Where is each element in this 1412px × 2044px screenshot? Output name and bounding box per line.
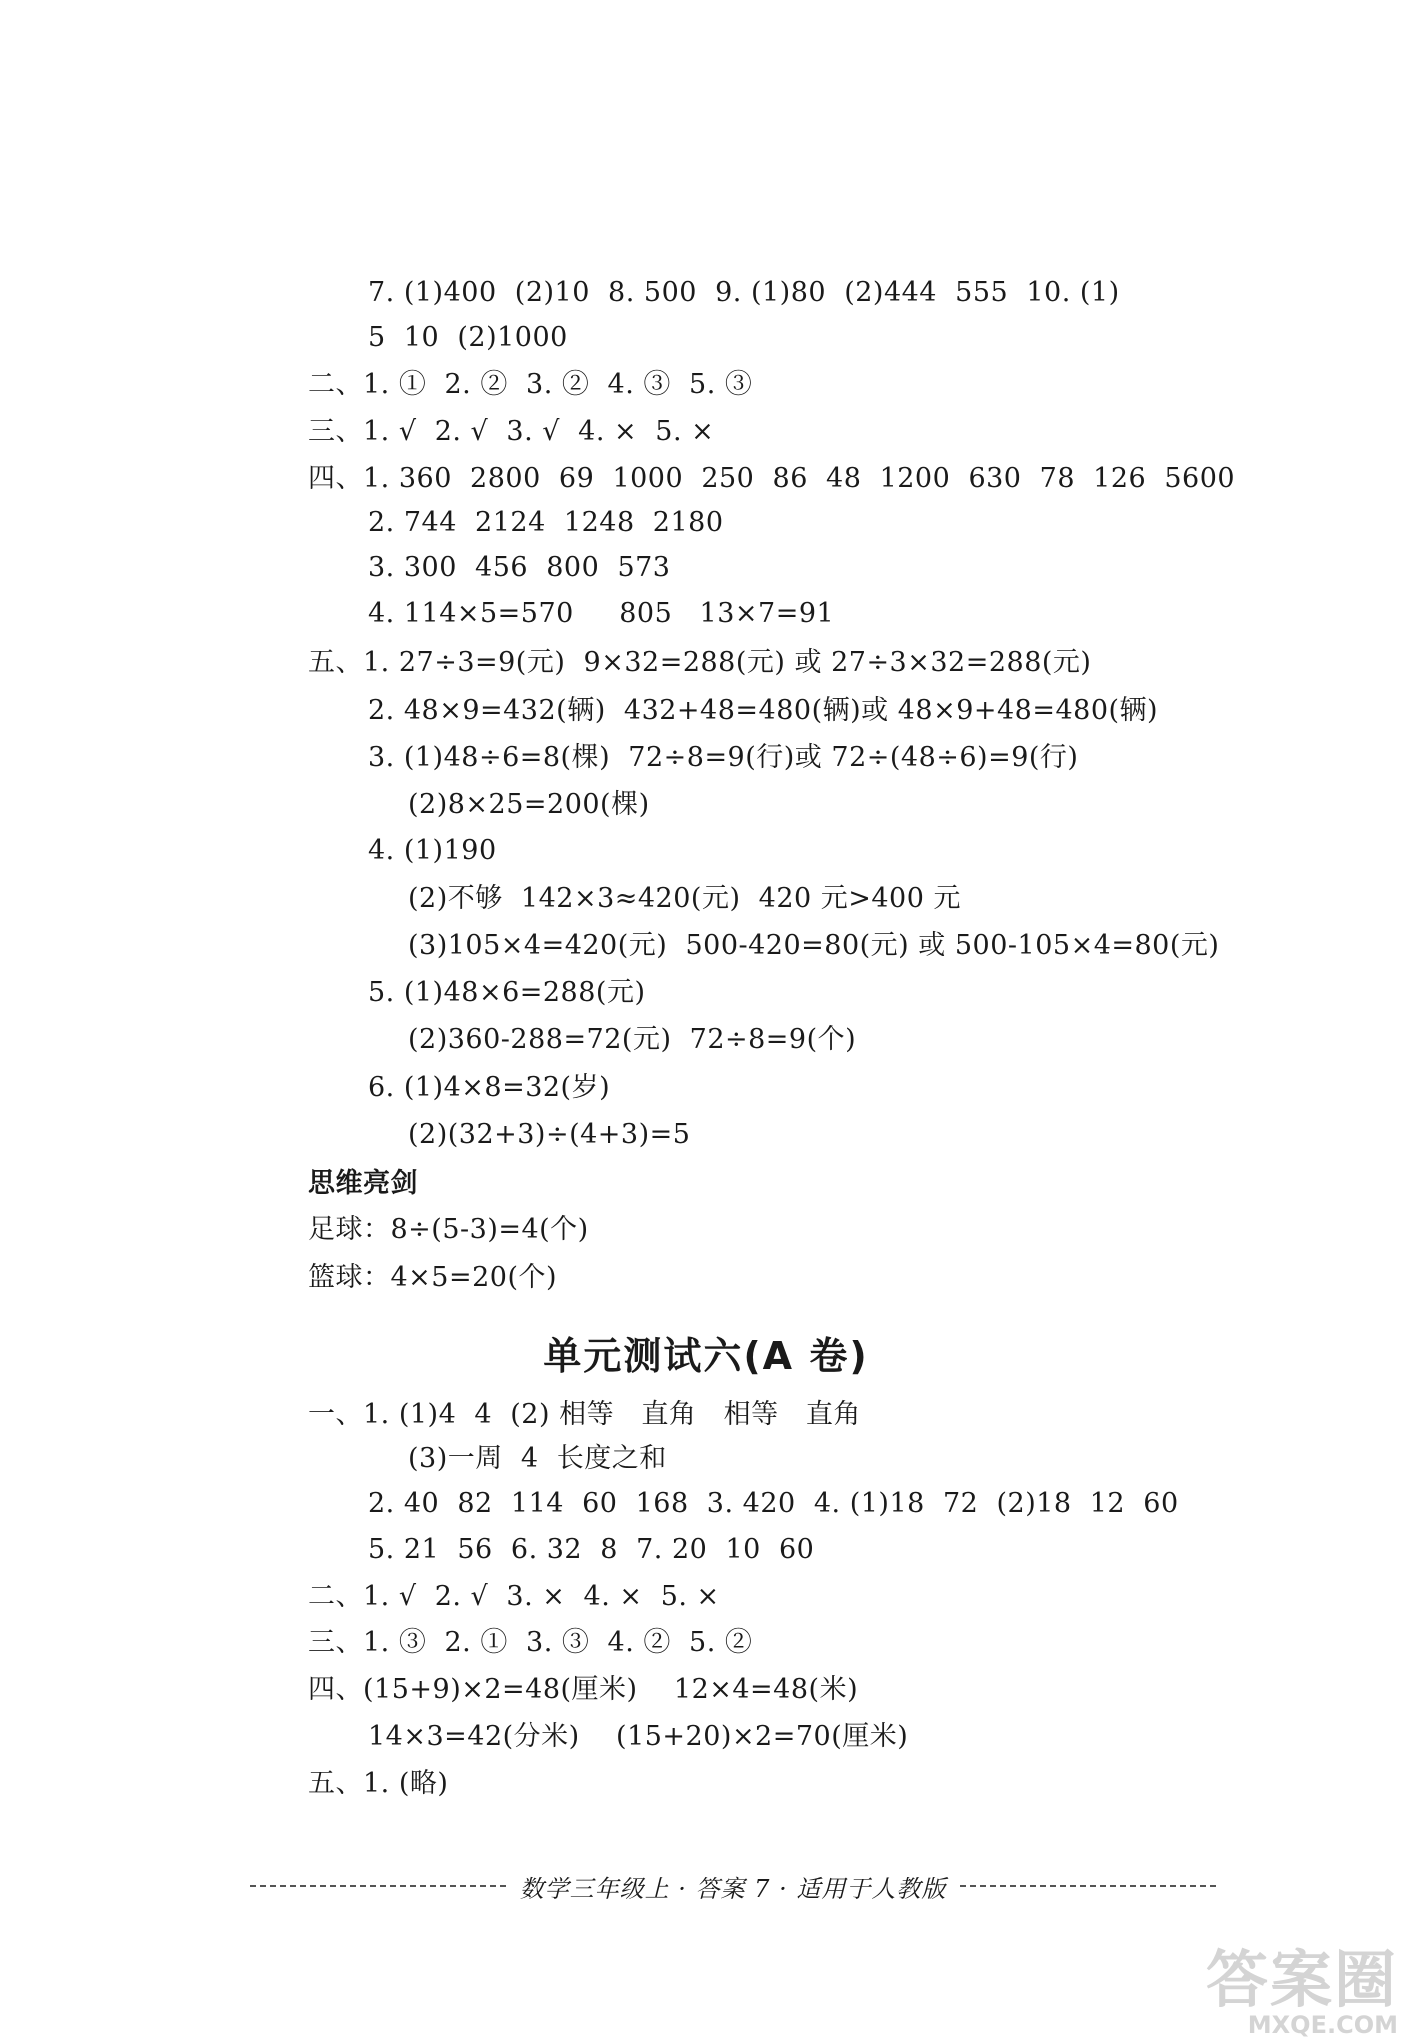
answer-line: 3. 300 456 800 573 xyxy=(368,552,671,583)
answer-line: (3)105×4=420(元) 500-420=80(元) 或 500-105×4=80(元) xyxy=(408,930,1220,961)
watermark-logo xyxy=(1205,1943,1398,2039)
answer-line: 五、1. 27÷3=9(元) 9×32=288(元) 或 27÷3×32=288(元) xyxy=(308,647,1092,678)
answer-line: (2)不够 142×3≈420(元) 420 元>400 元 xyxy=(408,883,961,914)
page-footer xyxy=(250,1868,1216,1904)
answer-line: 14×3=42(分米) (15+20)×2=70(厘米) xyxy=(368,1721,909,1752)
answer-line: (3)一周 4 长度之和 xyxy=(408,1443,667,1474)
answer-line: 5. (1)48×6=288(元) xyxy=(368,977,646,1008)
answer-line: 五、1. (略) xyxy=(308,1768,449,1799)
answer-line: 篮球：4×5=20(个) xyxy=(308,1262,558,1293)
footer-text: 数学三年级上 · 答案 7 · 适用于人教版 xyxy=(519,1874,947,1903)
answer-line: 二、1. ① 2. ② 3. ② 4. ③ 5. ③ xyxy=(308,369,753,400)
answer-line: 三、1. ③ 2. ① 3. ③ 4. ② 5. ② xyxy=(308,1627,753,1658)
answer-line: 2. 744 2124 1248 2180 xyxy=(368,507,724,538)
answer-line: 四、(15+9)×2=48(厘米) 12×4=48(米) xyxy=(308,1674,859,1705)
answer-line: 2. 40 82 114 60 168 3. 420 4. (1)18 72 (2)18 12 60 xyxy=(368,1488,1179,1519)
answer-line: 二、1. √ 2. √ 3. × 4. × 5. × xyxy=(308,1581,720,1612)
answer-line: 三、1. √ 2. √ 3. √ 4. × 5. × xyxy=(308,416,715,447)
answer-line: 5 10 (2)1000 xyxy=(368,322,568,353)
answer-line: 足球：8÷(5-3)=4(个) xyxy=(308,1214,589,1245)
answer-line: 5. 21 56 6. 32 8 7. 20 10 60 xyxy=(368,1534,815,1565)
watermark-site: MXQE.COM xyxy=(1247,2011,1398,2039)
answer-line: 6. (1)4×8=32(岁) xyxy=(368,1072,611,1103)
footer-divider-right xyxy=(960,1885,1216,1887)
answer-line: 一、1. (1)4 4 (2) 相等 直角 相等 直角 xyxy=(308,1399,861,1430)
answer-line: 7. (1)400 (2)10 8. 500 9. (1)80 (2)444 555 10. (1) xyxy=(368,277,1120,308)
footer-divider-left xyxy=(250,1885,506,1887)
answer-line: 3. (1)48÷6=8(棵) 72÷8=9(行)或 72÷(48÷6)=9(行) xyxy=(368,742,1079,773)
watermark-logo-text: 答案圈 xyxy=(1205,1943,1398,2016)
answer-line: (2)360-288=72(元) 72÷8=9(个) xyxy=(408,1024,857,1055)
answer-line: 2. 48×9=432(辆) 432+48=480(辆)或 48×9+48=480(辆) xyxy=(368,695,1159,726)
answer-line: 4. (1)190 xyxy=(368,835,497,866)
answer-line: (2)(32+3)÷(4+3)=5 xyxy=(408,1119,691,1150)
section-title: 单元测试六(A 卷) xyxy=(543,1334,869,1378)
answer-line: 4. 114×5=570 805 13×7=91 xyxy=(368,598,835,629)
answer-line: 四、1. 360 2800 69 1000 250 86 48 1200 630 78 126 5600 xyxy=(308,463,1236,494)
section-heading: 思维亮剑 xyxy=(308,1168,418,1199)
answer-line: (2)8×25=200(棵) xyxy=(408,789,650,820)
